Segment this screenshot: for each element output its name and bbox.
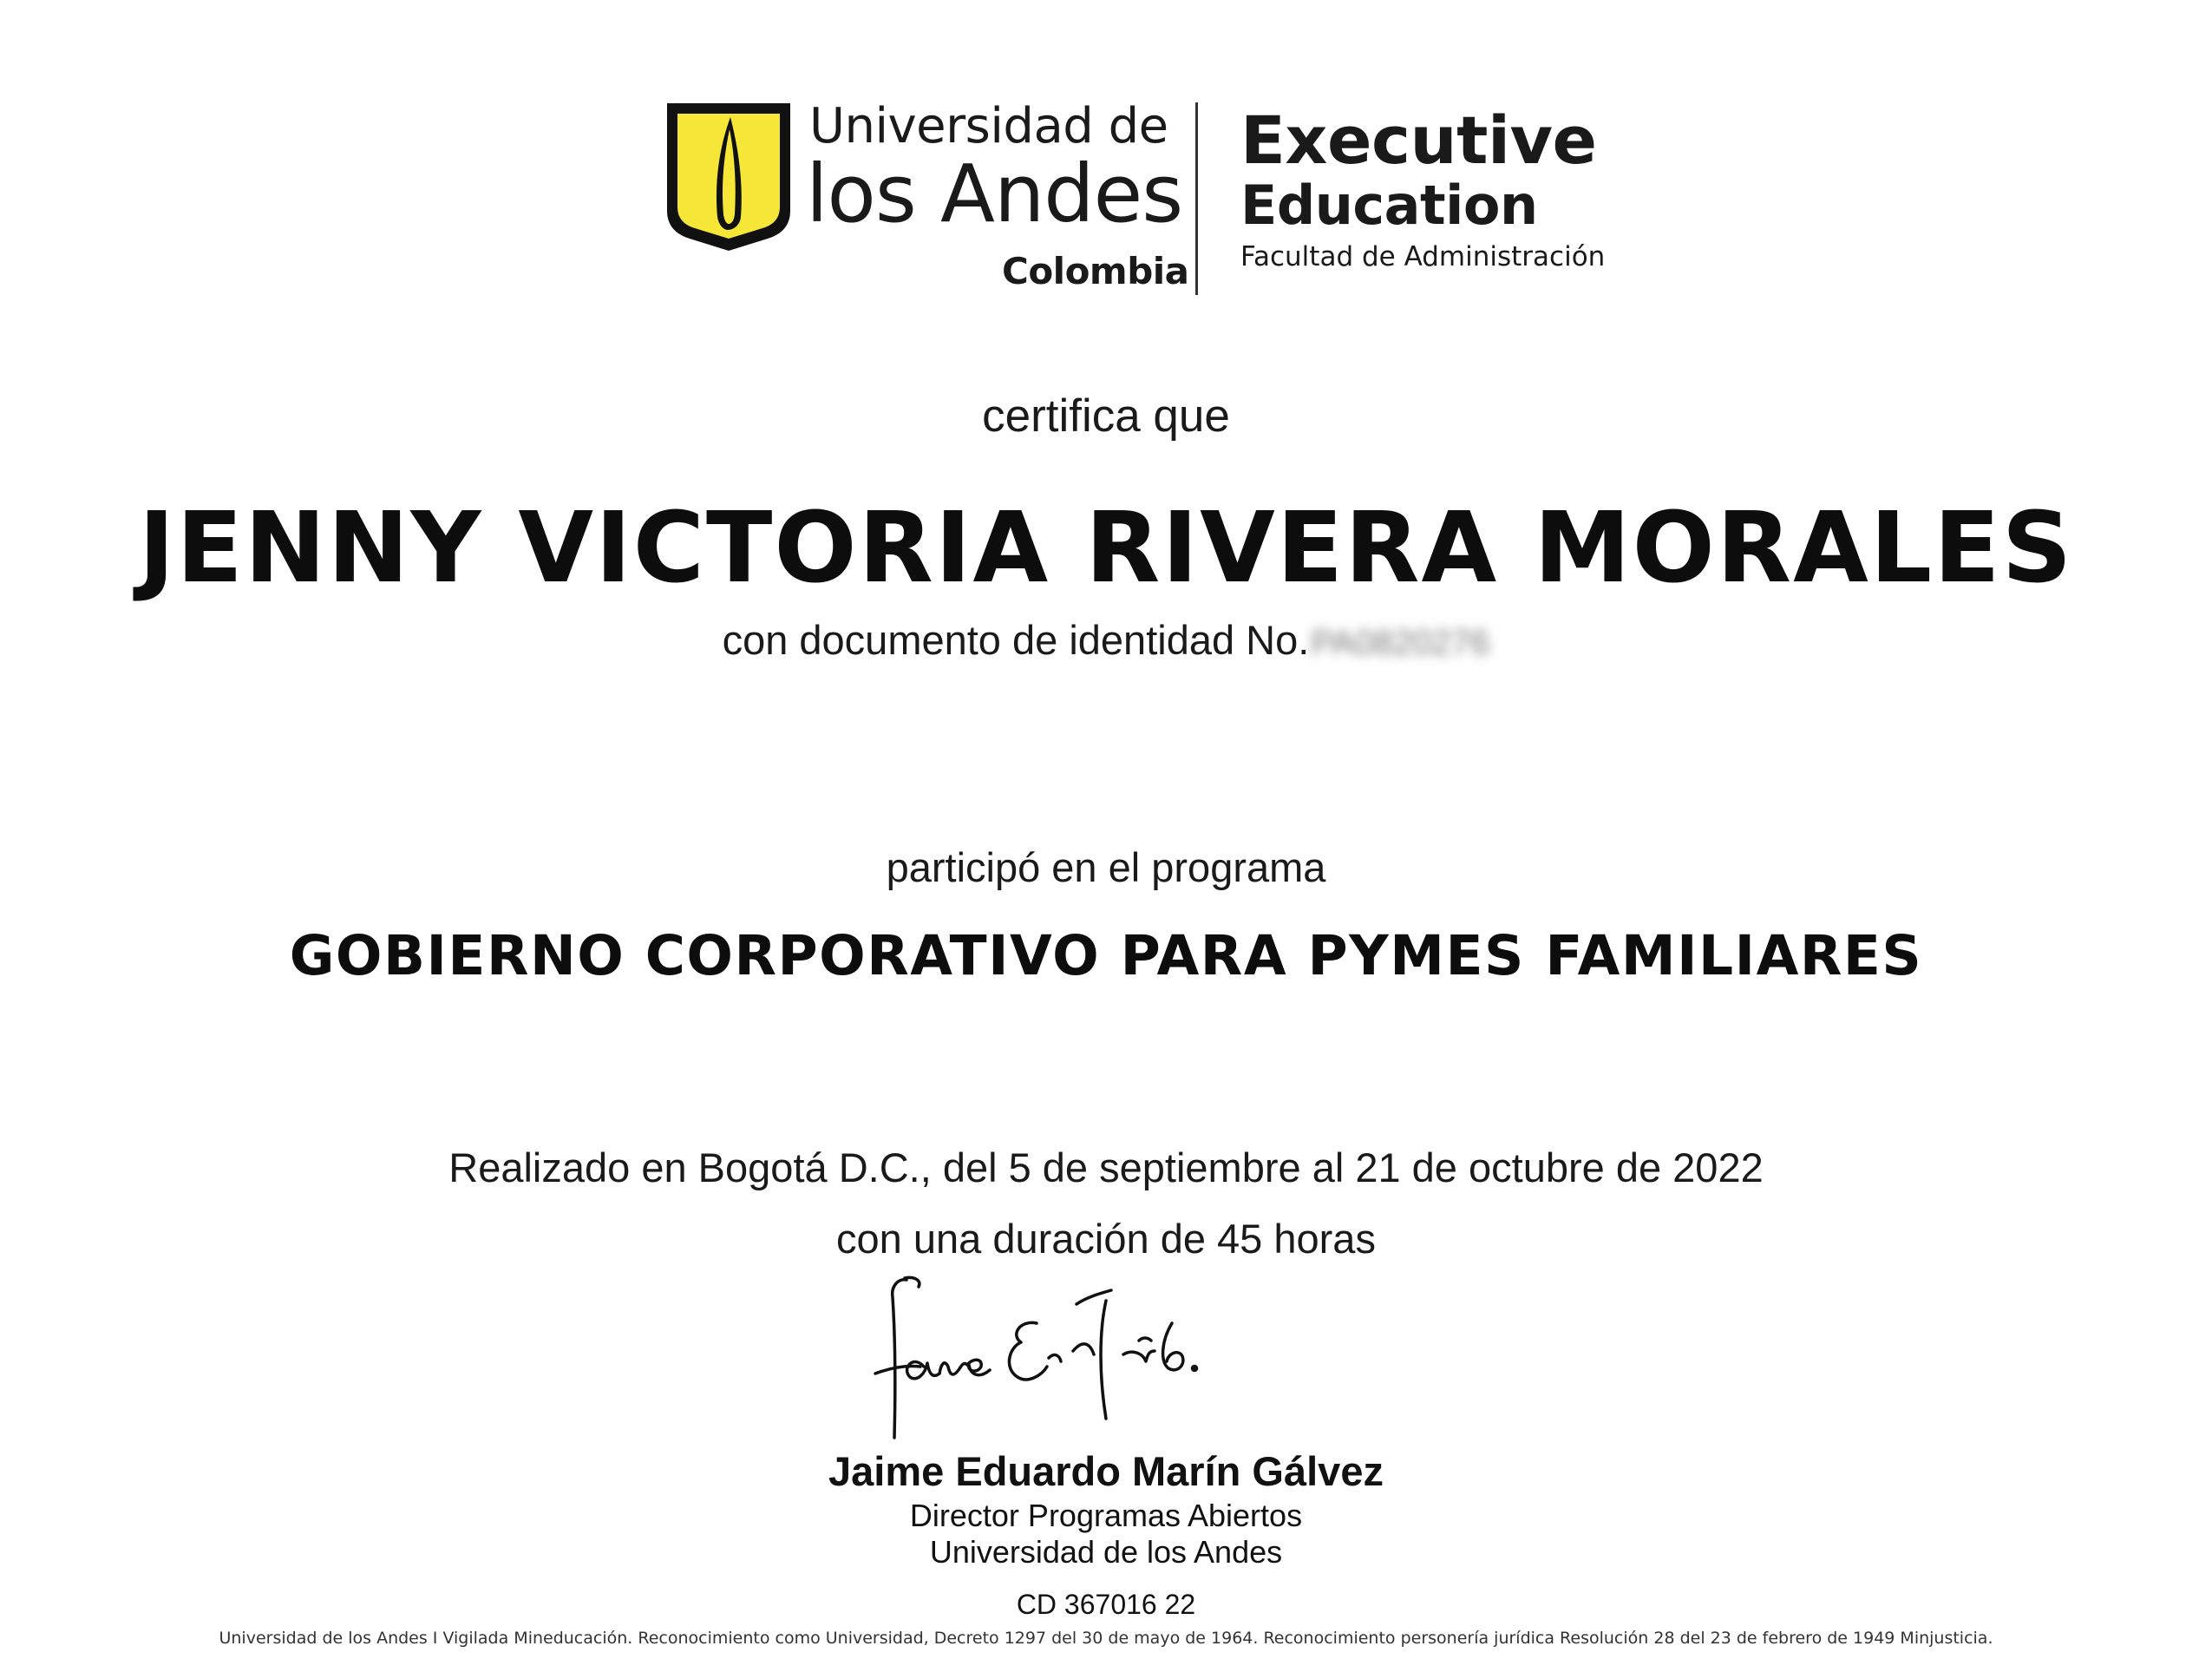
signatory-title: Director Programas Abiertos (909, 1498, 1303, 1533)
identity-document-label: con documento de identidad No. (722, 617, 1310, 663)
handwritten-signature (872, 1271, 1262, 1445)
program-details-dates: Realizado en Bogotá D.C., del 5 de septiembre al 21 de octubre de 2022 (448, 1144, 1764, 1190)
signatory-organization: Universidad de los Andes (929, 1534, 1283, 1570)
program-details-duration: con una duración de 45 horas (836, 1216, 1376, 1262)
certificate-code: CD 367016 22 (1016, 1589, 1196, 1620)
logo-divider (1195, 102, 1198, 295)
recipient-name: JENNY VICTORIA RIVERA MORALES (138, 492, 2074, 605)
faculty-name: Facultad de Administración (1240, 241, 1606, 272)
university-name-line2: los Andes (806, 148, 1183, 240)
university-shield-icon (664, 100, 794, 254)
university-name-line1: Universidad de (809, 98, 1168, 154)
identity-document-number: PA0820276 (1311, 624, 1490, 662)
unit-name-line1: Executive (1240, 102, 1597, 179)
identity-document-line (0, 616, 2212, 667)
certifies-intro: certifica que (982, 390, 1230, 442)
university-country: Colombia (1002, 250, 1189, 292)
participation-text: participó en el programa (886, 844, 1326, 890)
institution-logo (664, 97, 1606, 305)
unit-name-line2: Education (1240, 174, 1538, 237)
legal-footer: Universidad de los Andes I Vigilada Mineducación. Reconocimiento como Universidad, Decreto 1297 del 30 de mayo de 1964. Reconocimiento personería jurídica Resolución 28 del 23 de febrero de 1949 Minjusticia. (219, 1629, 1993, 1648)
program-name: GOBIERNO CORPORATIVO PARA PYMES FAMILIARES (289, 924, 1923, 987)
signatory-name: Jaime Eduardo Marín Gálvez (828, 1448, 1384, 1494)
